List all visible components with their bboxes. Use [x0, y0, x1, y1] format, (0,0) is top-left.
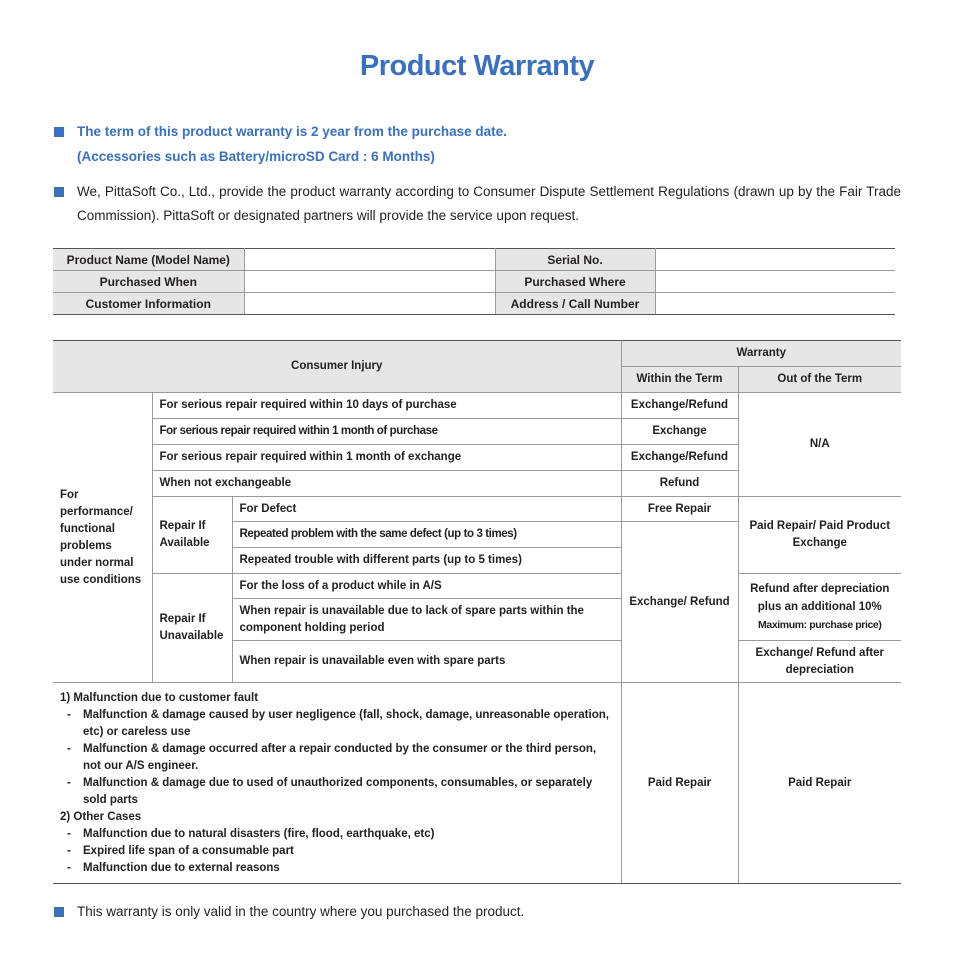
list-item: - Malfunction & damage occurred after a repair conducted by the consumer or the third person, not our A/S engineer.: [60, 741, 614, 775]
row-defect-within: Free Repair: [621, 497, 738, 522]
exchange-refund-depreciation-cell: Exchange/ Refund after depreciation: [738, 641, 901, 683]
row-1-month-exchange: For serious repair required within 1 month of exchange: [152, 445, 621, 471]
row-with-spare: When repair is unavailable even with spare parts: [232, 641, 621, 683]
within-term-header: Within the Term: [621, 367, 738, 393]
case-2-heading: 2) Other Cases: [60, 810, 142, 823]
purchased-where-label: Purchased Where: [495, 271, 655, 293]
repair-unavailable-label: Repair If Unavailable: [152, 574, 232, 683]
page-title: Product Warranty: [359, 50, 595, 82]
address-label: Address / Call Number: [495, 293, 655, 315]
customer-info-field[interactable]: [244, 293, 495, 315]
provider-note: We, PittaSoft Co., Ltd., provide the product warranty according to Consumer Dispute Settlement Regulations (drawn up by the Fair Trade Commission). PittaSoft or designated partners will provide the service upon request.: [77, 184, 901, 223]
warranty-table: [53, 340, 901, 884]
purchased-when-field[interactable]: [244, 271, 495, 293]
case-1-heading: 1) Malfunction due to customer fault: [60, 691, 259, 704]
warranty-term-note: [77, 120, 901, 169]
row-loss: For the loss of a product while in A/S: [232, 574, 621, 599]
row-no-spare: When repair is unavailable due to lack of spare parts within the component holding period: [232, 599, 621, 641]
row-10-days-within: Exchange/Refund: [621, 393, 738, 419]
out-term-header: Out of the Term: [738, 367, 901, 393]
term-line-2: (Accessories such as Battery/microSD Card : 6 Months): [77, 149, 435, 164]
warranty-header: Warranty: [621, 341, 901, 367]
paid-repair-exchange-cell: Paid Repair/ Paid Product Exchange: [738, 497, 901, 574]
list-item: - Malfunction due to natural disasters (fire, flood, earthquake, etc): [60, 826, 614, 843]
case-1-list: [60, 707, 614, 809]
footer-note: This warranty is only valid in the country where you purchased the product.: [77, 904, 525, 919]
group-label: For performance/ functional problems under normal use conditions: [53, 393, 152, 683]
na-cell: N/A: [738, 393, 901, 497]
repair-available-label: Repair If Available: [152, 497, 232, 574]
refund-depreciation-line-2: plus an additional 10%: [757, 601, 882, 613]
list-item: - Malfunction & damage due to used of unauthorized components, consumables, or separately sold parts: [60, 775, 614, 809]
purchased-when-label: Purchased When: [53, 271, 244, 293]
product-name-field[interactable]: [244, 249, 495, 271]
row-defect: For Defect: [232, 497, 621, 522]
exchange-refund-cell: Exchange/ Refund: [621, 522, 738, 683]
product-info-table: [53, 248, 895, 315]
paid-cases-cell: [53, 683, 621, 884]
paid-out-cell: Paid Repair: [738, 683, 901, 884]
list-item: - Expired life span of a consumable part: [60, 843, 614, 860]
row-not-exchangeable: When not exchangeable: [152, 471, 621, 497]
list-item: - Malfunction due to external reasons: [60, 860, 614, 877]
case-2-list: [60, 826, 614, 877]
row-repeated-diff: Repeated trouble with different parts (up to 5 times): [232, 548, 621, 574]
bullet-icon: [54, 187, 64, 197]
term-line-1: The term of this product warranty is 2 year from the purchase date.: [77, 124, 507, 139]
refund-depreciation-line-1: Refund after depreciation: [750, 583, 890, 595]
paid-within-cell: Paid Repair: [621, 683, 738, 884]
row-10-days: For serious repair required within 10 days of purchase: [152, 393, 621, 419]
row-1-month-purchase: For serious repair required within 1 month of purchase: [152, 419, 621, 445]
row-1-month-purchase-within: Exchange: [621, 419, 738, 445]
consumer-injury-header: Consumer Injury: [53, 341, 621, 393]
bullet-icon: [54, 907, 64, 917]
list-item: - Malfunction & damage caused by user negligence (fall, shock, damage, unreasonable operation, etc) or careless use: [60, 707, 614, 741]
product-name-label: Product Name (Model Name): [53, 249, 244, 271]
serial-no-label: Serial No.: [495, 249, 655, 271]
bullet-icon: [54, 127, 64, 137]
address-field[interactable]: [655, 293, 895, 315]
row-1-month-exchange-within: Exchange/Refund: [621, 445, 738, 471]
serial-no-field[interactable]: [655, 249, 895, 271]
customer-info-label: Customer Information: [53, 293, 244, 315]
refund-depreciation-line-3: Maximum: purchase price): [758, 619, 882, 631]
purchased-where-field[interactable]: [655, 271, 895, 293]
row-not-exchangeable-within: Refund: [621, 471, 738, 497]
refund-depreciation-cell: [738, 574, 901, 641]
row-repeated-same: Repeated problem with the same defect (up to 3 times): [232, 522, 621, 548]
